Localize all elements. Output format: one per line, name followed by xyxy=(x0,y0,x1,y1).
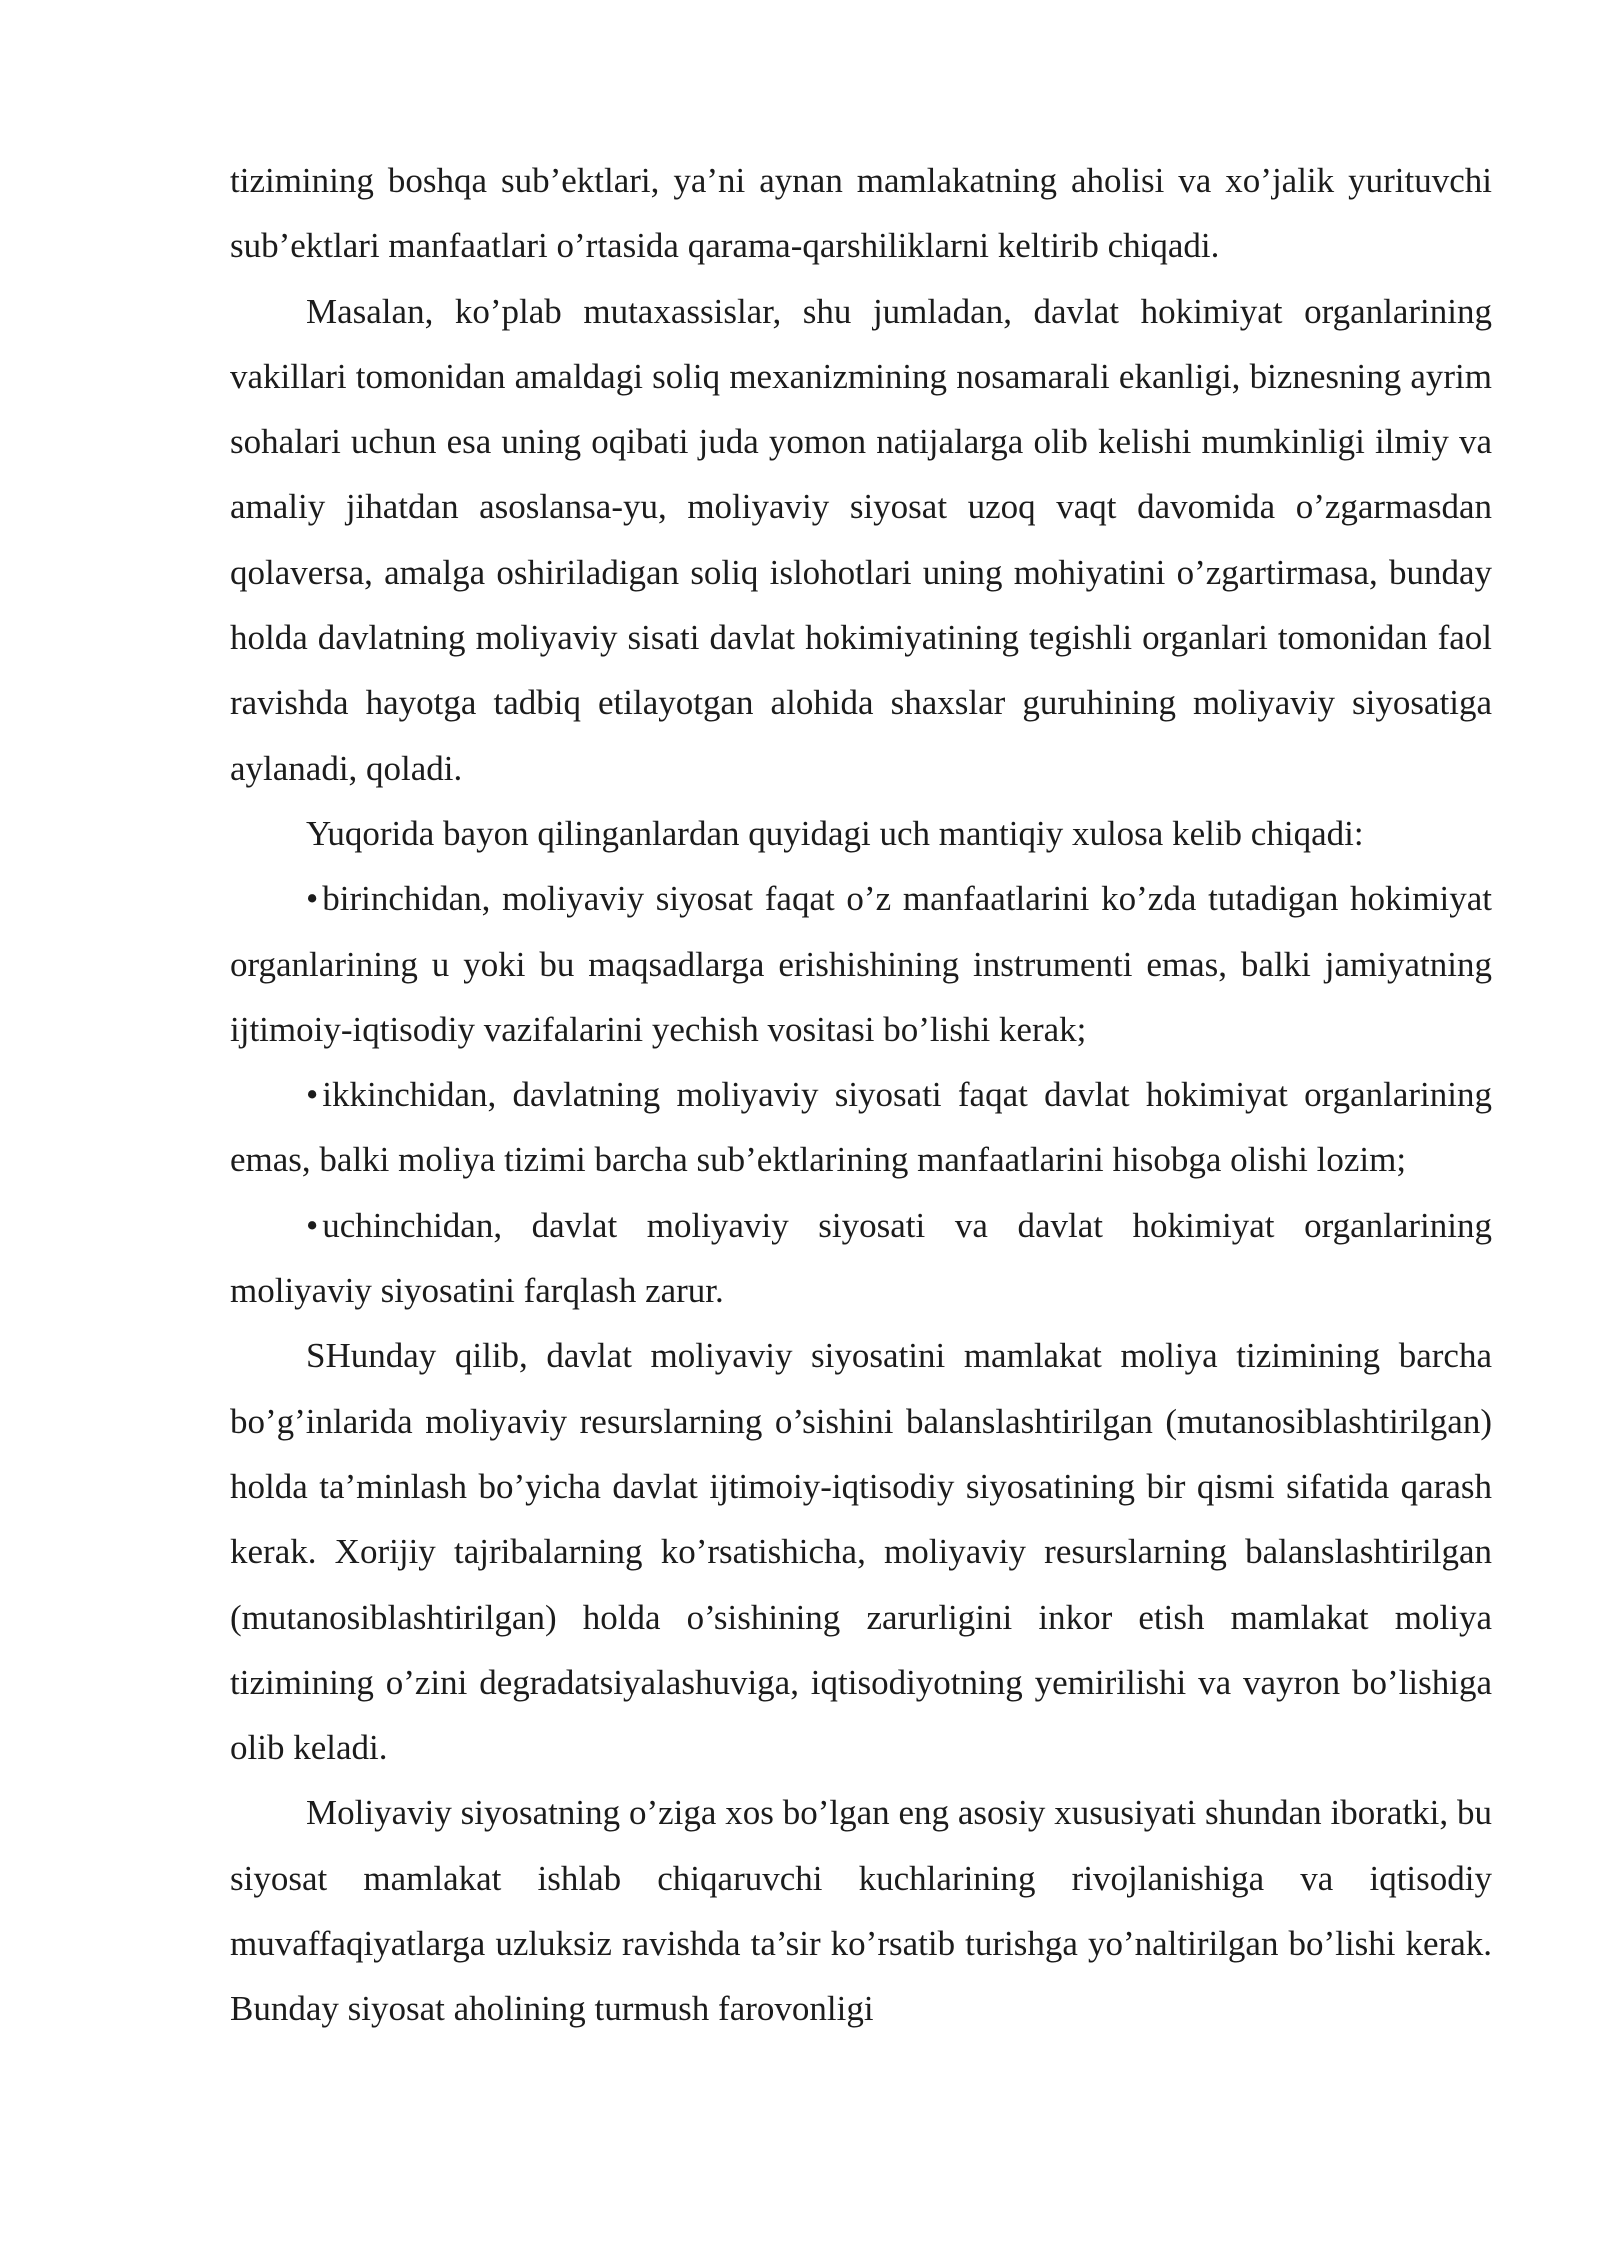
bullet-text: birinchidan, moliyaviy siyosat faqat o’z manfaatlarini ko’zda tutadigan hokimiyat organlarining u yoki bu maqsadlarga erishishining instrumenti emas, balki jamiyatning ijtimoiy-iqtisodiy vazifalarini yechish vositasi bo’lishi kerak; xyxy=(230,879,1492,1049)
bullet-icon: • xyxy=(306,879,319,919)
bullet-item-ikkinchidan xyxy=(230,1062,1492,1193)
document-body xyxy=(230,148,1492,2042)
paragraph-shunday: SHunday qilib, davlat moliyaviy siyosatini mamlakat moliya tizimining barcha bo’g’inlarida moliyaviy resurslarning o’sishini balanslashtirilgan (mutanosiblashtirilgan) holda ta’minlash bo’yicha davlat ijtimoiy-iqtisodiy siyosatining bir qismi sifatida qarash kerak. Xorijiy tajribalarning ko’rsatishicha, moliyaviy resurslarning balanslashtirilgan (mutanosiblashtirilgan) holda o’sishining zarurligini inkor etish mamlakat moliya tizimining o’zini degradatsiyalashuviga, iqtisodiyotning yemirilishi va vayron bo’lishiga olib keladi. xyxy=(230,1336,1492,1768)
bullet-icon: • xyxy=(306,1075,319,1115)
paragraph-moliyaviy: Moliyaviy siyosatning o’ziga xos bo’lgan eng asosiy xususiyati shundan iboratki, bu siyosat mamlakat ishlab chiqaruvchi kuchlarining rivojlanishiga va iqtisodiy muvaffaqiyatlarga uzluksiz ravishda ta’sir ko’rsatib turishga yo’naltirilgan bo’lishi kerak. Bunday siyosat aholining turmush farovonligi xyxy=(230,1793,1492,2029)
bullet-item-uchinchidan xyxy=(230,1193,1492,1324)
paragraph-masalan: Masalan, ko’plab mutaxassislar, shu jumladan, davlat hokimiyat organlarining vakillari tomonidan amaldagi soliq mexanizmining nosamarali ekanligi, biznesning ayrim sohalari uchun esa uning oqibati juda yomon natijalarga olib kelishi mumkinligi ilmiy va amaliy jihatdan asoslansa-yu, moliyaviy siyosat uzoq vaqt davomida o’zgarmasdan qolaversa, amalga oshiriladigan soliq islohotlari uning mohiyatini o’zgartirmasa, bunday holda davlatning moliyaviy sisati davlat hokimiyatining tegishli organlari tomonidan faol ravishda hayotga tadbiq etilayotgan alohida shaxslar guruhining moliyaviy siyosatiga aylanadi, qoladi. xyxy=(230,291,1492,788)
paragraph-yuqorida: Yuqorida bayon qilinganlardan quyidagi uch mantiqiy xulosa kelib chiqadi: xyxy=(306,813,1364,853)
bullet-item-birinchidan xyxy=(230,866,1492,1062)
bullet-text: uchinchidan, davlat moliyaviy siyosati va davlat hokimiyat organlarining moliyaviy siyosatini farqlash zarur. xyxy=(230,1205,1492,1311)
bullet-text: ikkinchidan, davlatning moliyaviy siyosati faqat davlat hokimiyat organlarining emas, balki moliya tizimi barcha sub’ektlarining manfaatlarini hisobga olishi lozim; xyxy=(230,1075,1492,1180)
paragraph-continuation: tizimining boshqa sub’ektlari, ya’ni aynan mamlakatning aholisi va xo’jalik yurituvchi sub’ektlari manfaatlari o’rtasida qarama-qarshiliklarni keltirib chiqadi. xyxy=(230,161,1492,266)
bullet-icon: • xyxy=(306,1205,319,1245)
